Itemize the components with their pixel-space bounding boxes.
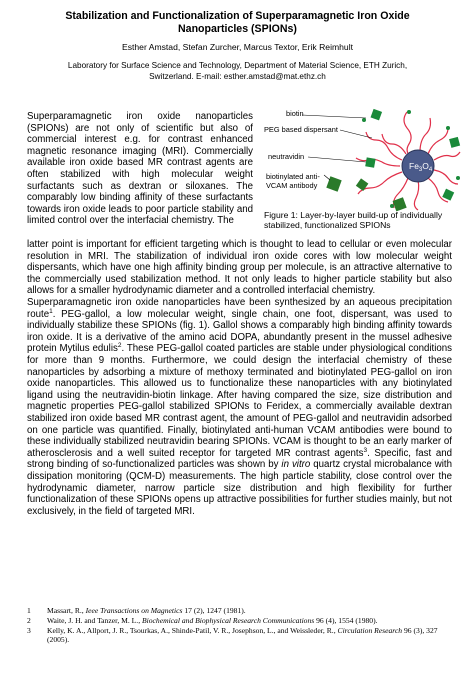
label-antibody-line-1: biotinylated anti- (266, 172, 320, 181)
reference-authors: Waite, J. H. and Tanzer, M. L., (47, 616, 142, 625)
label-antibody (266, 172, 320, 190)
results-paragraph (27, 297, 452, 517)
reference-details: 96 (4), 1554 (1980). (314, 616, 378, 625)
p2-text-b: . PEG-gallol, a low molecular weight, single chain, one foot, dispersant, was used to individually stabilize these SPIONs (fig. 1). Gallol shows a comparably high binding affinity towards iron oxide. It is a derivative of the amino acid DOPA, abundantly present in the mussel adhesive protein Mytilus edulis (27, 308, 452, 355)
label-peg-dispersant: PEG based dispersant (264, 125, 338, 134)
reference-journal: Biochemical and Biophysical Research Communications (142, 616, 315, 625)
paper-title (0, 10, 475, 36)
reference-number: 2 (27, 616, 31, 625)
reference-number: 3 (27, 626, 31, 635)
p2-text-a: Superparamagnetic iron oxide nanoparticles have been synthesized by an aqueous precipitation route (27, 297, 452, 320)
label-biotin: biotin (286, 109, 304, 118)
p2-text-e: quartz crystal microbalance with dissipation monitoring (QCM-D) measurements. The high particle stability, close control over the hydrodynamic diameter, narrow particle size distribution and high flexibility for further functionalization of these SPIONs opens up attractive possibilities for further studies mainly, but not exclusively, in the field of targeted MRI. (27, 459, 452, 517)
citation-2: 2 (117, 342, 122, 350)
reference-item (27, 616, 452, 625)
label-antibody-line-2: VCAM antibody (266, 181, 318, 190)
affiliation (0, 60, 475, 82)
reference-item (27, 606, 452, 615)
p2-text-d: . Specific, fast and strong binding of so-functionalized particles was shown by (27, 447, 452, 471)
reference-authors: Massart, R., (47, 606, 86, 615)
citation-3: 3 (363, 446, 368, 454)
reference-journal: Ieee Transactions on Magnetics (85, 606, 183, 615)
label-neutravidin: neutravidin (268, 152, 305, 161)
p2-text-in-vitro: in vitro (281, 459, 311, 471)
core-label: $Fe_3O_4$ (409, 161, 433, 173)
figure-1-caption: Figure 1: Layer-by-layer build-up of individually stabilized, functionalized SPIONs (264, 210, 443, 230)
author-list: Esther Amstad, Stefan Zurcher, Marcus Textor, Erik Reimhult (121, 42, 353, 52)
reference-number: 1 (27, 606, 31, 615)
reference-item (27, 626, 452, 644)
title-line-1: Stabilization and Functionalization of Superparamagnetic Iron Oxide (65, 10, 410, 22)
reference-details: 96 (3), 327 (2005). (47, 626, 438, 644)
affiliation-line-1: Laboratory for Surface Science and Technology, Department of Material Science, ETH Zurich, (67, 61, 408, 70)
intro-paragraph: Superparamagnetic iron oxide nanoparticles (SPIONs) are not only of scientific but also of commercial interest e.g. for contrast enhanced magnetic resonance imaging (MRI). Commercially available iron oxide based MR contrast agents are often stabilized with high molecular weight surfactants such as dextran or siloxanes. The comparably low binding affinity of these surfactants towards iron oxide leads to poor particle stability and limited control over the interfacial chemistry. The (27, 111, 253, 227)
reference-authors: Kelly, K. A., Allport, J. R., Tsourkas, A., Shinde-Patil, V. R., Josephson, L., and Weissleder, R., (47, 626, 338, 635)
reference-journal: Circulation Research (337, 626, 403, 635)
affiliation-line-2: Switzerland. E-mail: esther.amstad@mat.ethz.ch (149, 72, 326, 81)
intro-continuation: latter point is important for efficient targeting which is thought to lead to cellular or even molecular resolution in MRI. The stabilization of individual iron oxide cores with low molecular weight dispersants, which have one high affinity binding group per molecule, is an attractive alternative to the commercially used stabilization method. It not only leads to higher particle stability but also allows for a smaller hydrodynamic diameter and a controlled interfacial chemistry. (27, 239, 452, 297)
p2-text-c: . These PEG-gallol coated particles are stable under physiological conditions for more than 9 months. Furthermore, we could design the interfacial chemistry of these nanoparticles by adsorbing a mixture of methoxy terminated and biotinylated PEG-gallol on iron oxide nanoparticles. This allowed us to functionalize these nanoparticles with any biotinylated ligand using the neutravidin-biotin linkage. After having compared the size, size distribution and magnetic properties PEG-gallol stabilized SPIONs to Feridex, a commercially available dextran stabilized iron oxide based MR contrast agent, the amount of PEG-gallol and neutravidin adsorbed on one particle was quantified. Finally, biotinylated anti-human VCAM antibodies were bound to these individually stabilized neutravidin bearing SPIONs. VCAM is thought to be an early marker of atherosclerosis and a well suited receptor for targeted MR contrast agents (27, 343, 452, 459)
antibody-shapes (326, 176, 406, 211)
title-line-2: Nanoparticles (SPIONs) (178, 23, 297, 35)
reference-details: 17 (2), 1247 (1981). (182, 606, 246, 615)
citation-1: 1 (49, 307, 53, 315)
references-list (27, 606, 452, 645)
